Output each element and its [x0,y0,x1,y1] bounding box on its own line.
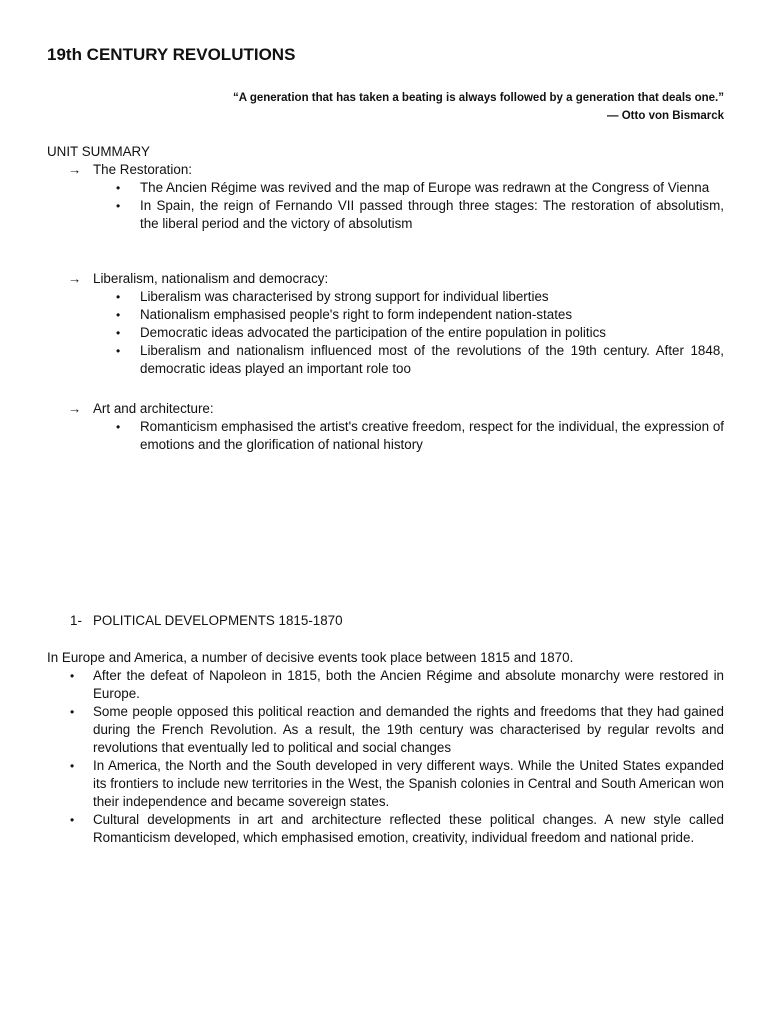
bullet-icon: • [116,199,121,213]
bullet-icon: • [70,669,75,683]
bullet-list [47,667,724,847]
list-item [47,703,724,757]
list-item [47,757,724,811]
bullet-list [68,288,724,378]
quote-text: “A generation that has taken a beating is always followed by a generation that deals one.” [233,92,724,104]
bullet-icon: • [70,705,75,719]
bullet-icon: • [116,344,121,358]
section-heading: Liberalism, nationalism and democracy: [93,271,329,286]
bullet-list [68,418,724,454]
arrow-right-icon: → [68,271,82,286]
section-number: 1- [70,613,82,628]
list-item [68,342,724,378]
section-heading: Art and architecture: [93,401,214,416]
list-item [68,197,724,233]
intro-paragraph: In Europe and America, a number of decisive events took place between 1815 and 1870. [47,650,574,665]
bullet-icon: • [70,813,75,827]
section-heading: The Restoration: [93,162,192,177]
list-item-text: Some people opposed this political reaction and demanded the rights and freedoms that they had gained during the French Revolution. As a result, the 19th century was characterised by regular revolts and revolutions that eventually led to political and social changes [93,704,724,755]
bullet-icon: • [116,326,121,340]
unit-summary-heading: UNIT SUMMARY [47,144,150,159]
list-item-text: In Spain, the reign of Fernando VII passed through three stages: The restoration of absolutism, the liberal period and the victory of absolutism [140,198,724,231]
bullet-icon: • [116,420,121,434]
section-heading-political-developments [70,612,343,630]
bullet-icon: • [116,290,121,304]
list-item [68,324,724,342]
section-heading-row [68,270,724,288]
list-item-text: Cultural developments in art and architecture reflected these political changes. A new style called Romanticism developed, which emphasised emotion, creativity, individual freedom and national pride. [93,812,724,845]
list-item-text: After the defeat of Napoleon in 1815, both the Ancien Régime and absolute monarchy were restored in Europe. [93,668,724,701]
epigraph [140,89,724,125]
section-title: POLITICAL DEVELOPMENTS 1815-1870 [93,613,343,628]
list-item [47,667,724,703]
list-item [68,179,724,197]
bullet-icon: • [116,308,121,322]
bullet-list [68,179,724,233]
list-item-text: Nationalism emphasised people's right to form independent nation-states [140,307,573,322]
list-item-text: Liberalism was characterised by strong support for individual liberties [140,289,549,304]
section-heading-row [68,400,724,418]
bullet-icon: • [70,759,75,773]
list-item-text: The Ancien Régime was revived and the map of Europe was redrawn at the Congress of Vienna [140,180,710,195]
list-item [68,306,724,324]
political-developments-list [47,667,724,847]
list-item [68,418,724,454]
page-title: 19th CENTURY REVOLUTIONS [47,45,296,64]
list-item-text: Romanticism emphasised the artist's creative freedom, respect for the individual, the expression of emotions and the glorification of national history [140,419,724,452]
list-item [47,811,724,847]
quote-author: — Otto von Bismarck [607,110,724,122]
list-item-text: Democratic ideas advocated the participation of the entire population in politics [140,325,606,340]
summary-section-art [68,400,724,454]
summary-section-restoration [68,161,724,233]
section-heading-row [68,161,724,179]
arrow-right-icon: → [68,162,82,177]
list-item-text: In America, the North and the South developed in very different ways. While the United States expanded its frontiers to include new territories in the West, the Spanish colonies in Central and South American won their independence and became sovereign states. [93,758,724,809]
list-item-text: Liberalism and nationalism influenced most of the revolutions of the 19th century. After 1848, democratic ideas played an important role too [140,343,724,376]
arrow-right-icon: → [68,401,82,416]
list-item [68,288,724,306]
summary-section-liberalism [68,270,724,378]
bullet-icon: • [116,181,121,195]
